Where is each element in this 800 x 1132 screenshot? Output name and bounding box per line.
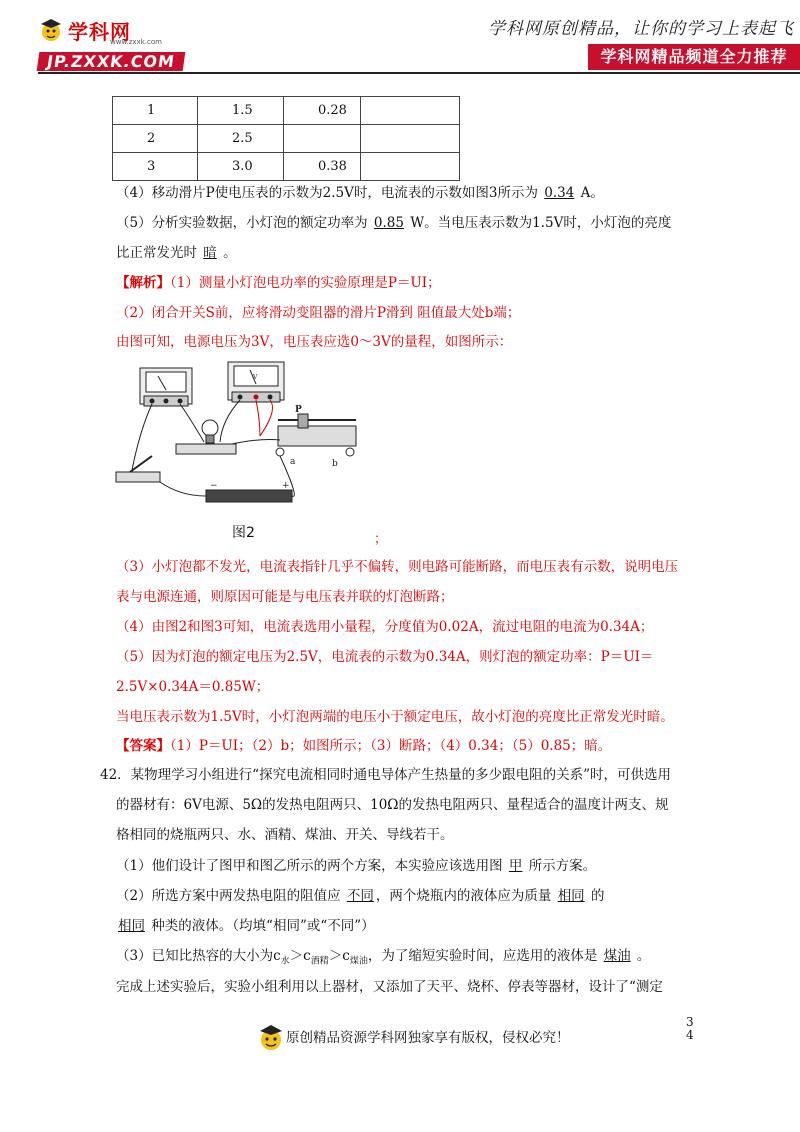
table-cell: [361, 153, 460, 181]
svg-text:−: −: [210, 481, 218, 491]
logo-url: www.zxxk.com: [110, 38, 162, 46]
figure-semicolon: ；: [374, 532, 388, 547]
q42-line-3: 格相同的烧瓶两只、水、酒精、煤油、开关、导线若干。: [116, 827, 454, 843]
q42-text: 所示方案。: [528, 858, 597, 874]
svg-text:b: b: [332, 459, 338, 469]
page-number: [686, 1016, 694, 1042]
q42-part-1: [116, 855, 596, 877]
analysis-line-9: 当电压表示数为1.5V时，小灯泡两端的电压小于额定电压，故小灯泡的亮度比正常发光时暗。: [116, 709, 674, 725]
q42-answer-3: 煤油: [603, 948, 631, 964]
svg-text:V: V: [253, 374, 258, 381]
q4-line: [116, 182, 604, 204]
q42-line-last: 完成上述实验后，实验小组利用以上器材，又添加了天平、烧杯、停表等器材，设计了“测定: [116, 979, 663, 995]
table-cell: [361, 125, 460, 153]
switch-icon: [116, 456, 160, 482]
q42-text: ＞c: [289, 948, 311, 964]
analysis-text: （1）测量小灯泡电功率的实验原理是P＝UI；: [170, 275, 441, 291]
logo-name: 学科网: [68, 19, 131, 44]
analysis-line-6: （4）由图2和图3可知，电流表选用小量程，分度值为0.02A，流过电阻的电流为0.34A；: [116, 619, 654, 635]
analysis-line-4: （3）小灯泡都不发光，电流表指针几乎不偏转，则电路可能断路，而电压表有示数，说明电压: [116, 559, 679, 575]
q42-answer-2b: 相同: [557, 888, 585, 904]
table-cell: 1: [113, 97, 198, 125]
data-table: [112, 96, 460, 181]
q42-text: 。: [636, 948, 651, 964]
q42-answer-2a: 不同: [346, 888, 374, 904]
q42-text: 种类的液体。（均填“相同”或“不同”）: [151, 918, 375, 934]
battery-icon: [206, 481, 292, 502]
analysis-line-7: （5）因为灯泡的额定电压为2.5V，电流表的示数为0.34A，则灯泡的额定功率：P＝UI＝: [116, 649, 654, 665]
q4-unit: A。: [580, 185, 604, 201]
q5-text: W。当电压表示数为1.5V时，小灯泡的亮度: [410, 215, 672, 231]
table-cell: 2.5: [198, 125, 284, 153]
analysis-line-1: [116, 272, 441, 294]
q42-text: ＞c: [328, 948, 350, 964]
q4-answer: 0.34: [544, 185, 575, 201]
q42-part-2: [116, 885, 604, 907]
q42-text: ，为了缩短实验时间，应选用的液体是: [367, 948, 598, 964]
subscript: 酒精: [310, 956, 329, 967]
q42-line-2: 的器材有：6V电源、5Ω的发热电阻两只、10Ω的发热电阻两只、量程适合的温度计两支、规: [116, 797, 669, 813]
q5-text: 比正常发光时: [116, 245, 197, 261]
header-divider: [38, 72, 800, 74]
q42-text: （1）他们设计了图甲和图乙所示的两个方案，本实验应该选用图: [116, 858, 503, 874]
analysis-line-5: 表与电源连通，则原因可能是与电压表并联的灯泡断路；: [116, 589, 454, 605]
mascot-icon: [256, 1022, 286, 1052]
svg-text:a: a: [290, 457, 296, 467]
site-logo[interactable]: [38, 14, 186, 72]
svg-text:P: P: [295, 405, 302, 415]
svg-text:+: +: [282, 481, 290, 491]
answer-line: [116, 735, 611, 757]
q42-part-2-cont: [116, 915, 375, 937]
table-cell: [361, 97, 460, 125]
mascot-icon: [38, 17, 64, 43]
q5-line-2: [116, 242, 237, 264]
q5-text: （5）分析实验数据，小灯泡的额定功率为: [116, 215, 368, 231]
table-cell: 2: [113, 125, 198, 153]
q42-text: （2）所选方案中两发热电阻的阻值应: [116, 888, 341, 904]
table-cell: 0.38: [284, 153, 361, 181]
q42-text: （3）已知比热容的大小为c: [116, 948, 281, 964]
analysis-line-2: （2）闭合开关S前，应将滑动变阻器的滑片P滑到 阻值最大处b端；: [116, 305, 521, 321]
q42-text: ，两个烧瓶内的液体应为质量: [375, 888, 552, 904]
analysis-tag: 【解析】: [116, 275, 170, 291]
rheostat-icon: [276, 405, 356, 469]
q4-text: （4）移动滑片P使电压表的示数为2.5V时，电流表的示数如图3所示为: [116, 185, 538, 201]
ammeter-icon: [140, 368, 192, 406]
table-cell: 1.5: [198, 97, 284, 125]
voltmeter-icon: [228, 362, 284, 402]
q5-line-1: [116, 212, 671, 234]
q5-text: 。: [223, 245, 237, 261]
answer-text: （1）P＝UI；（2）b；如图所示；（3）断路；（4）0.34；（5）0.85；暗。: [170, 738, 612, 754]
table-cell: 3.0: [198, 153, 284, 181]
q42-answer-2c: 相同: [118, 918, 145, 934]
page-number-bottom: 4: [686, 1028, 694, 1042]
analysis-line-3: 由图可知，电源电压为3V，电压表应选0～3V的量程，如图所示：: [116, 334, 513, 350]
header-banner: 学科网精品频道全力推荐: [588, 44, 800, 70]
table-cell: [284, 125, 361, 153]
header-slogan: 学科网原创精品，让你的学习上表起飞: [488, 19, 794, 39]
table-row: [113, 153, 460, 181]
table-row: [113, 97, 460, 125]
q42-line-1: 42．某物理学习小组进行“探究电流相同时通电导体产生热量的多少跟电阻的关系”时，可供选用: [100, 767, 671, 783]
q42-answer-1: 甲: [508, 858, 523, 874]
logo-domain: JP.ZXXK.COM: [37, 52, 186, 71]
q42-part-3: [116, 945, 650, 973]
table-cell: 0.28: [284, 97, 361, 125]
q5-answer-power: 0.85: [373, 215, 404, 231]
circuit-diagram: [110, 360, 370, 530]
footer-copyright: 原创精品资源学科网独家享有版权，侵权必究！: [286, 1030, 570, 1046]
subscript: 水: [280, 956, 290, 967]
table-row: [113, 125, 460, 153]
figure-caption: 图2: [232, 525, 255, 541]
bulb-icon: [176, 420, 236, 454]
q42-text: 的: [590, 888, 605, 904]
answer-tag: 【答案】: [116, 738, 170, 754]
table-cell: 3: [113, 153, 198, 181]
analysis-line-8: 2.5V×0.34A＝0.85W；: [116, 679, 270, 695]
subscript: 煤油: [349, 956, 368, 967]
page-number-top: 3: [686, 1015, 694, 1029]
q5-answer-brightness: 暗: [203, 245, 217, 261]
